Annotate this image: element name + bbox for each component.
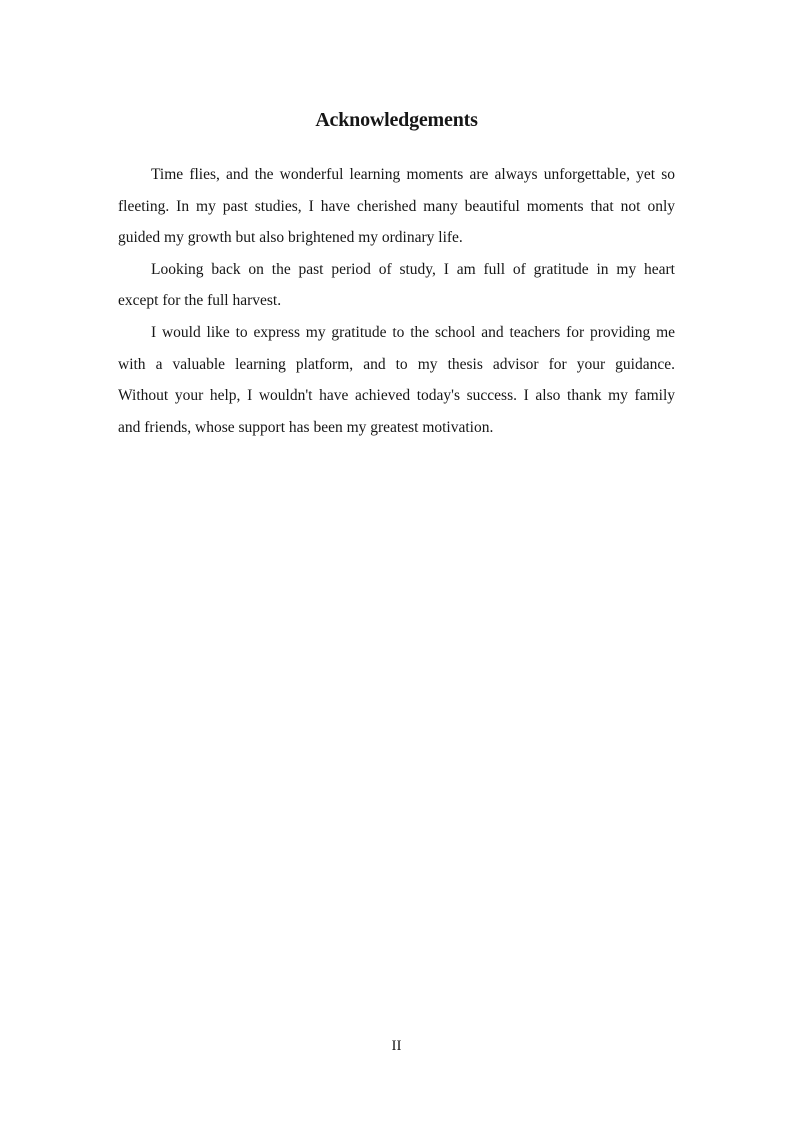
paragraph-line: Time flies, and the wonderful learning moments are always unforgettable, yet so (151, 166, 675, 183)
paragraph (118, 254, 675, 317)
page-number: II (391, 1038, 402, 1054)
paragraph-line: except for the full harvest. (118, 292, 282, 310)
paragraph-line: guided my growth but also brightened my ordinary life. (118, 229, 463, 247)
document-body (118, 159, 675, 443)
paragraph (118, 317, 675, 443)
paragraph-line: Looking back on the past period of study, I am full of gratitude in my heart (151, 260, 675, 278)
paragraph-line: fleeting. In my past studies, I have cherished many beautiful moments that not only (118, 197, 675, 215)
paragraph-line: with a valuable learning platform, and to my thesis advisor for your guidance. (118, 355, 675, 373)
page-title: Acknowledgements (315, 109, 478, 131)
paragraph-line: I would like to express my gratitude to the school and teachers for providing me (151, 323, 675, 341)
paragraph (118, 159, 675, 254)
paragraph-line: Without your help, I wouldn't have achieved today's success. I also thank my family (118, 387, 675, 405)
paragraph-line: and friends, whose support has been my greatest motivation. (118, 418, 494, 436)
